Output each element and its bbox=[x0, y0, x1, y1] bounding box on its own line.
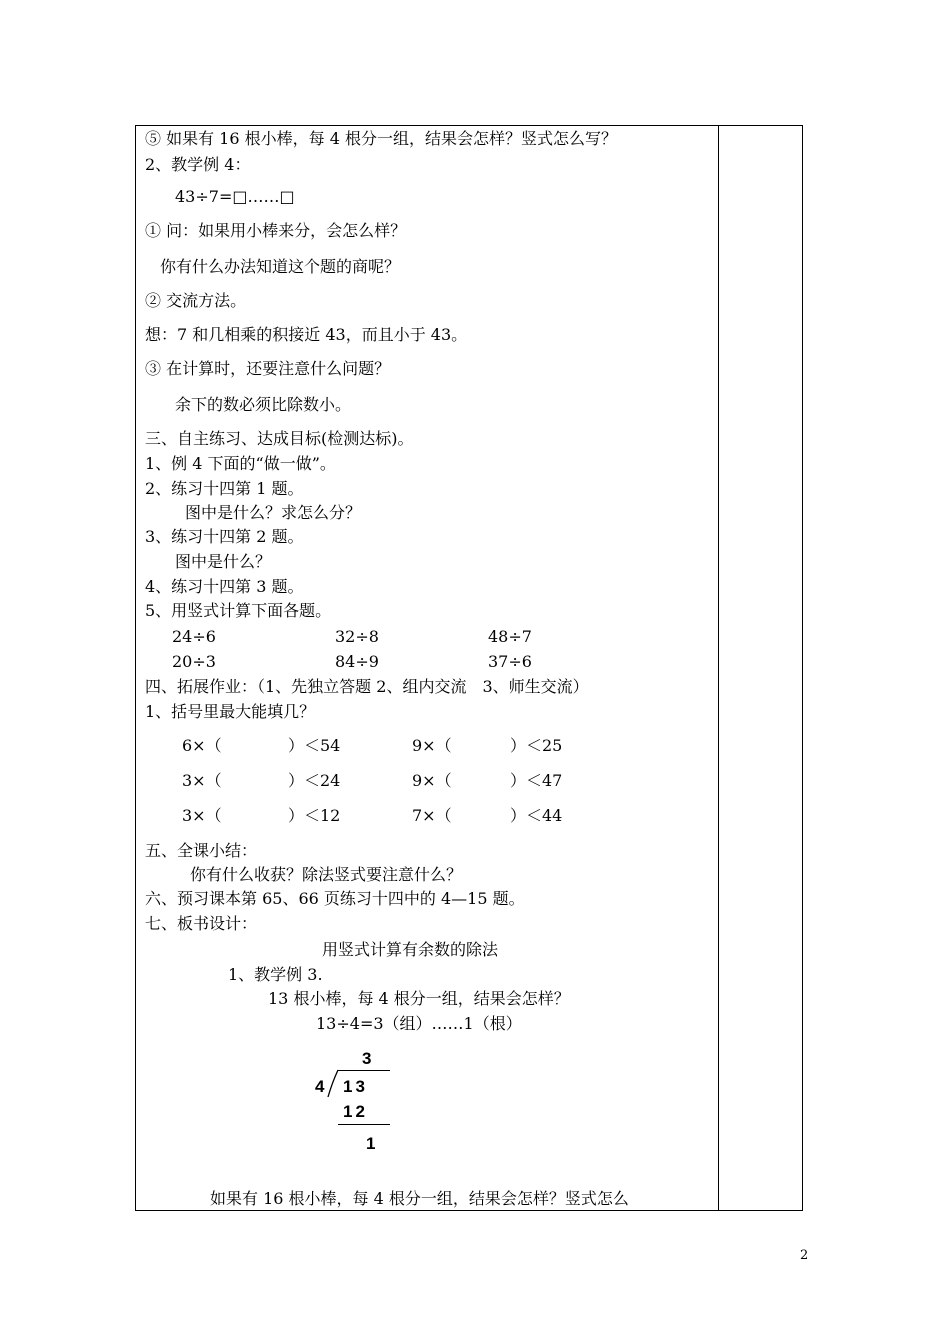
section-heading: 四、拓展作业：（1、先独立答题 2、组内交流 3、师生交流） bbox=[145, 677, 589, 696]
exercise-item: 32÷8 bbox=[335, 627, 379, 646]
equation: 43÷7=□……□ bbox=[175, 187, 295, 206]
text-line: 你有什么办法知道这个题的商呢？ bbox=[160, 257, 401, 276]
fill-blank-item: 3×（ bbox=[182, 771, 222, 790]
board-title: 用竖式计算有余数的除法 bbox=[322, 940, 499, 959]
fill-blank-item: 9×（ bbox=[412, 736, 452, 755]
fill-blank-item: 7×（ bbox=[412, 806, 452, 825]
text-line: 4、练习十四第 3 题。 bbox=[145, 577, 304, 596]
division-subtract-line bbox=[338, 1124, 390, 1125]
fill-blank-item: 9×（ bbox=[412, 771, 452, 790]
text-line: 1、括号里最大能填几？ bbox=[145, 702, 316, 721]
division-divisor: 4 bbox=[315, 1077, 325, 1096]
section-heading: 六、预习课本第 65、66 页练习十四中的 4—15 题。 bbox=[145, 889, 525, 908]
fill-blank-item: ）＜24 bbox=[288, 771, 341, 790]
division-product: 12 bbox=[343, 1102, 368, 1121]
text-line: 图中是什么？求怎么分？ bbox=[185, 503, 362, 522]
fill-blank-item: 6×（ bbox=[182, 736, 222, 755]
equation: 13÷4=3（组）……1（根） bbox=[316, 1014, 522, 1033]
fill-blank-item: ）＜54 bbox=[288, 736, 341, 755]
section-heading: 三、自主练习、达成目标(检测达标)。 bbox=[145, 429, 414, 448]
fill-blank-item: ）＜44 bbox=[510, 806, 563, 825]
table-frame bbox=[135, 125, 803, 1211]
exercise-item: 24÷6 bbox=[172, 627, 216, 646]
text-line: 3、练习十四第 2 题。 bbox=[145, 527, 304, 546]
fill-blank-item: ）＜12 bbox=[288, 806, 341, 825]
text-line: 1、例 4 下面的“做一做”。 bbox=[145, 454, 336, 473]
text-line: 13 根小棒，每 4 根分一组，结果会怎样？ bbox=[268, 989, 570, 1008]
exercise-item: 37÷6 bbox=[488, 652, 532, 671]
section-heading: 五、全课小结： bbox=[145, 841, 258, 860]
text-line: 2、教学例 4： bbox=[145, 155, 251, 174]
division-dividend: 13 bbox=[343, 1077, 368, 1096]
division-bracket bbox=[327, 1069, 341, 1099]
text-line: 如果有 16 根小棒，每 4 根分一组，结果会怎样？竖式怎么 bbox=[210, 1189, 629, 1208]
text-line: ⑤ 如果有 16 根小棒，每 4 根分一组，结果会怎样？竖式怎么写？ bbox=[145, 129, 617, 148]
exercise-item: 20÷3 bbox=[172, 652, 216, 671]
text-line: 图中是什么？ bbox=[175, 552, 272, 571]
division-bar bbox=[338, 1070, 390, 1071]
text-line: 你有什么收获？除法竖式要注意什么？ bbox=[190, 865, 463, 884]
text-line: ② 交流方法。 bbox=[145, 291, 247, 310]
exercise-item: 48÷7 bbox=[488, 627, 532, 646]
text-line: ③ 在计算时，还要注意什么问题？ bbox=[145, 359, 391, 378]
fill-blank-item: ）＜47 bbox=[510, 771, 563, 790]
division-remainder: 1 bbox=[366, 1134, 376, 1153]
text-line: 2、练习十四第 1 题。 bbox=[145, 479, 304, 498]
fill-blank-item: ）＜25 bbox=[510, 736, 563, 755]
page-number: 2 bbox=[800, 1248, 809, 1263]
text-line: ① 问：如果用小棒来分，会怎么样？ bbox=[145, 221, 407, 240]
division-quotient: 3 bbox=[362, 1049, 372, 1068]
text-line: 1、教学例 3. bbox=[228, 965, 323, 984]
exercise-item: 84÷9 bbox=[335, 652, 379, 671]
section-heading: 七、板书设计： bbox=[145, 914, 258, 933]
table-column-divider bbox=[718, 125, 719, 1211]
text-line: 5、用竖式计算下面各题。 bbox=[145, 601, 332, 620]
text-line: 想：7 和几相乘的积接近 43，而且小于 43。 bbox=[145, 325, 468, 344]
text-line: 余下的数必须比除数小。 bbox=[175, 395, 352, 414]
fill-blank-item: 3×（ bbox=[182, 806, 222, 825]
